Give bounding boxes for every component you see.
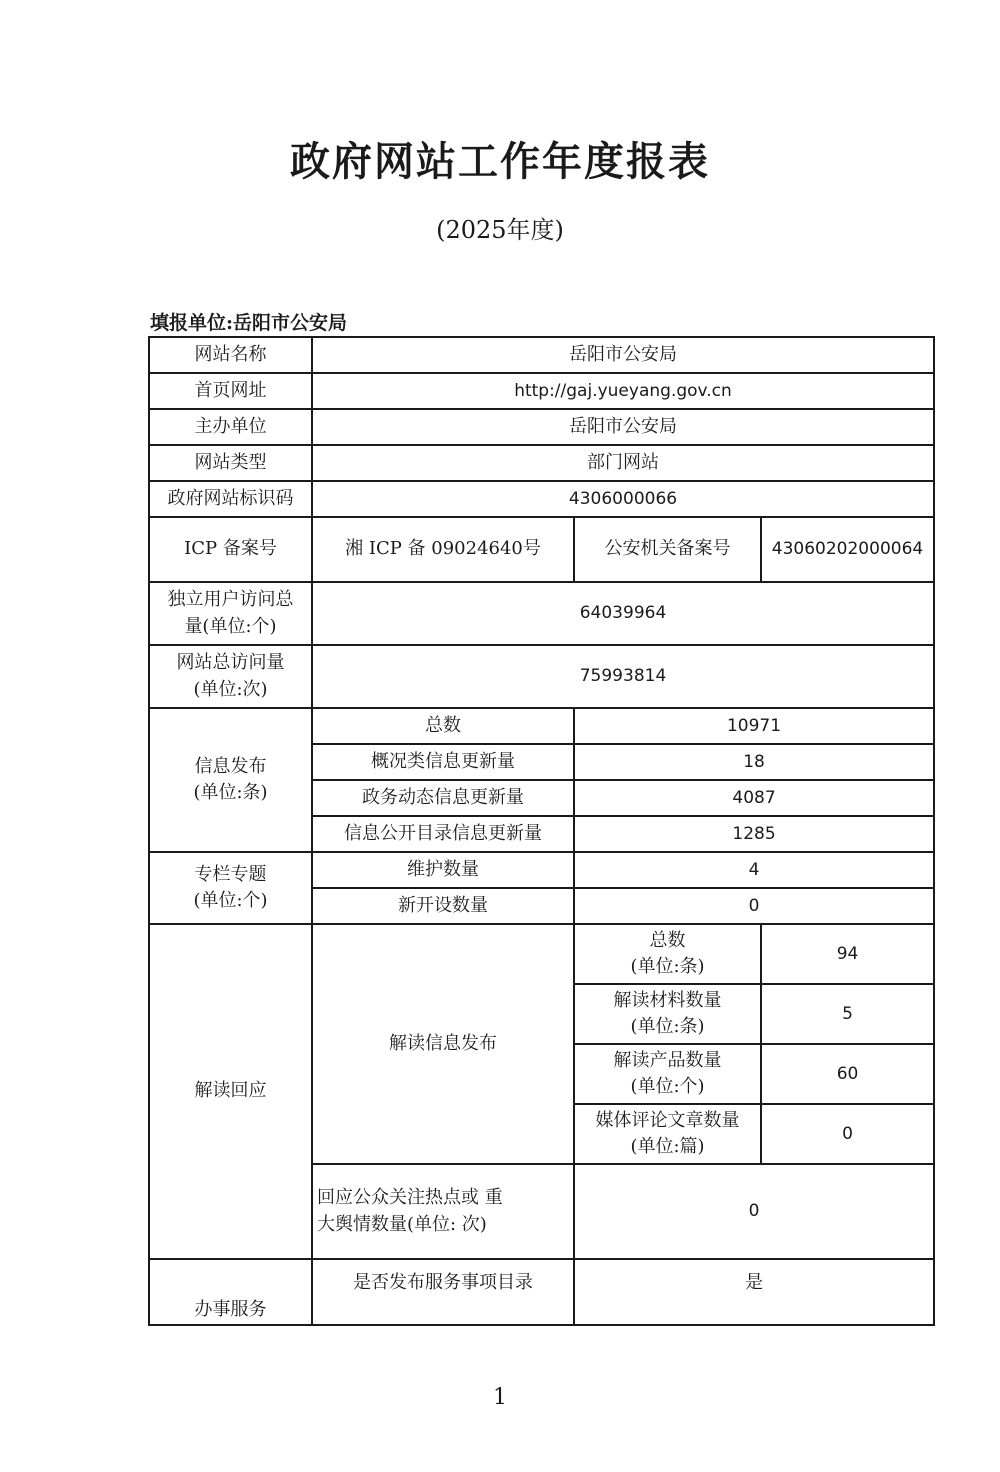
column-row-value: 0 xyxy=(574,888,934,924)
service-label-text: 办事服务 xyxy=(194,1298,267,1320)
pv-value: 75993814 xyxy=(312,645,934,708)
row-service xyxy=(149,1259,934,1325)
row-site-name xyxy=(149,337,934,373)
homepage-value: http://gaj.yueyang.gov.cn xyxy=(312,373,934,409)
site-id-label: 政府网站标识码 xyxy=(149,481,312,517)
info-label xyxy=(149,708,312,852)
uv-label-line2: 量(单位:个) xyxy=(184,615,277,637)
homepage-label: 首页网址 xyxy=(149,373,312,409)
interpret-row-label-line2: (单位:条) xyxy=(630,956,705,977)
column-row-label: 新开设数量 xyxy=(312,888,574,924)
report-year: (2025年度) xyxy=(436,216,564,244)
icp-value: 湘 ICP 备 09024640号 xyxy=(312,517,574,582)
interpret-row-label-line1: 媒体评论文章数量 xyxy=(595,1109,740,1131)
row-site-id xyxy=(149,481,934,517)
interpret-row-label-line2: (单位:个) xyxy=(630,1076,705,1097)
row-pv xyxy=(149,645,934,708)
service-catalog-label: 是否发布服务事项目录 xyxy=(312,1259,574,1325)
interpret-row-label-line1: 解读材料数量 xyxy=(613,989,722,1011)
interpret-row-value: 5 xyxy=(761,984,934,1044)
uv-label xyxy=(149,582,312,645)
site-name-label: 网站名称 xyxy=(149,337,312,373)
column-label-line2: (单位:个) xyxy=(193,890,268,911)
service-catalog-value: 是 xyxy=(574,1259,934,1325)
uv-label-line1: 独立用户访问总 xyxy=(167,589,294,611)
interpret-sub-label: 解读信息发布 xyxy=(312,924,574,1164)
interpret-row-value: 94 xyxy=(761,924,934,984)
icp-label: ICP 备案号 xyxy=(149,517,312,582)
interpret-row-label-line1: 总数 xyxy=(649,929,686,951)
site-name-value: 岳阳市公安局 xyxy=(312,337,934,373)
interpret-row-label-line1: 解读产品数量 xyxy=(613,1049,722,1071)
site-type-label: 网站类型 xyxy=(149,445,312,481)
row-interpret-total xyxy=(149,924,934,984)
police-record-value: 43060202000064 xyxy=(761,517,934,582)
info-row-label: 政务动态信息更新量 xyxy=(312,780,574,816)
pv-label xyxy=(149,645,312,708)
police-record-label: 公安机关备案号 xyxy=(574,517,761,582)
uv-value: 64039964 xyxy=(312,582,934,645)
info-label-line2: (单位:条) xyxy=(193,782,268,803)
row-column-maintain xyxy=(149,852,934,888)
row-info-total xyxy=(149,708,934,744)
interpret-row-label xyxy=(574,984,761,1044)
column-label xyxy=(149,852,312,924)
interpret-row-value: 0 xyxy=(761,1104,934,1164)
column-label-line1: 专栏专题 xyxy=(194,863,267,885)
column-row-value: 4 xyxy=(574,852,934,888)
info-row-value: 18 xyxy=(574,744,934,780)
row-organizer xyxy=(149,409,934,445)
page-number: 1 xyxy=(493,1385,507,1410)
info-row-value: 10971 xyxy=(574,708,934,744)
hotspot-label xyxy=(312,1164,574,1259)
report-table xyxy=(148,336,935,1326)
reporting-unit: 填报单位:岳阳市公安局 xyxy=(150,312,348,334)
hotspot-label-line2: 大舆情数量(单位: 次) xyxy=(317,1213,487,1235)
row-homepage xyxy=(149,373,934,409)
interpret-row-label-line2: (单位:条) xyxy=(630,1016,705,1037)
interpret-row-label-line2: (单位:篇) xyxy=(630,1136,705,1157)
site-type-value: 部门网站 xyxy=(312,445,934,481)
row-site-type xyxy=(149,445,934,481)
interpret-row-label xyxy=(574,924,761,984)
hotspot-value: 0 xyxy=(574,1164,934,1259)
info-label-line1: 信息发布 xyxy=(194,755,267,777)
info-row-value: 1285 xyxy=(574,816,934,852)
page-title: 政府网站工作年度报表 xyxy=(290,138,710,185)
info-row-label: 概况类信息更新量 xyxy=(312,744,574,780)
pv-label-line1: 网站总访问量 xyxy=(176,652,285,674)
interpret-row-label xyxy=(574,1044,761,1104)
organizer-label: 主办单位 xyxy=(149,409,312,445)
row-icp xyxy=(149,517,934,582)
info-row-label: 信息公开目录信息更新量 xyxy=(312,816,574,852)
organizer-value: 岳阳市公安局 xyxy=(312,409,934,445)
column-row-label: 维护数量 xyxy=(312,852,574,888)
hotspot-label-line1: 回应公众关注热点或 重 xyxy=(317,1187,503,1209)
site-id-value: 4306000066 xyxy=(312,481,934,517)
pv-label-line2: (单位:次) xyxy=(193,678,268,700)
interpret-row-value: 60 xyxy=(761,1044,934,1104)
info-row-label: 总数 xyxy=(312,708,574,744)
row-uv xyxy=(149,582,934,645)
service-label xyxy=(149,1259,312,1325)
interpret-row-label xyxy=(574,1104,761,1164)
interpret-label: 解读回应 xyxy=(149,924,312,1259)
info-row-value: 4087 xyxy=(574,780,934,816)
